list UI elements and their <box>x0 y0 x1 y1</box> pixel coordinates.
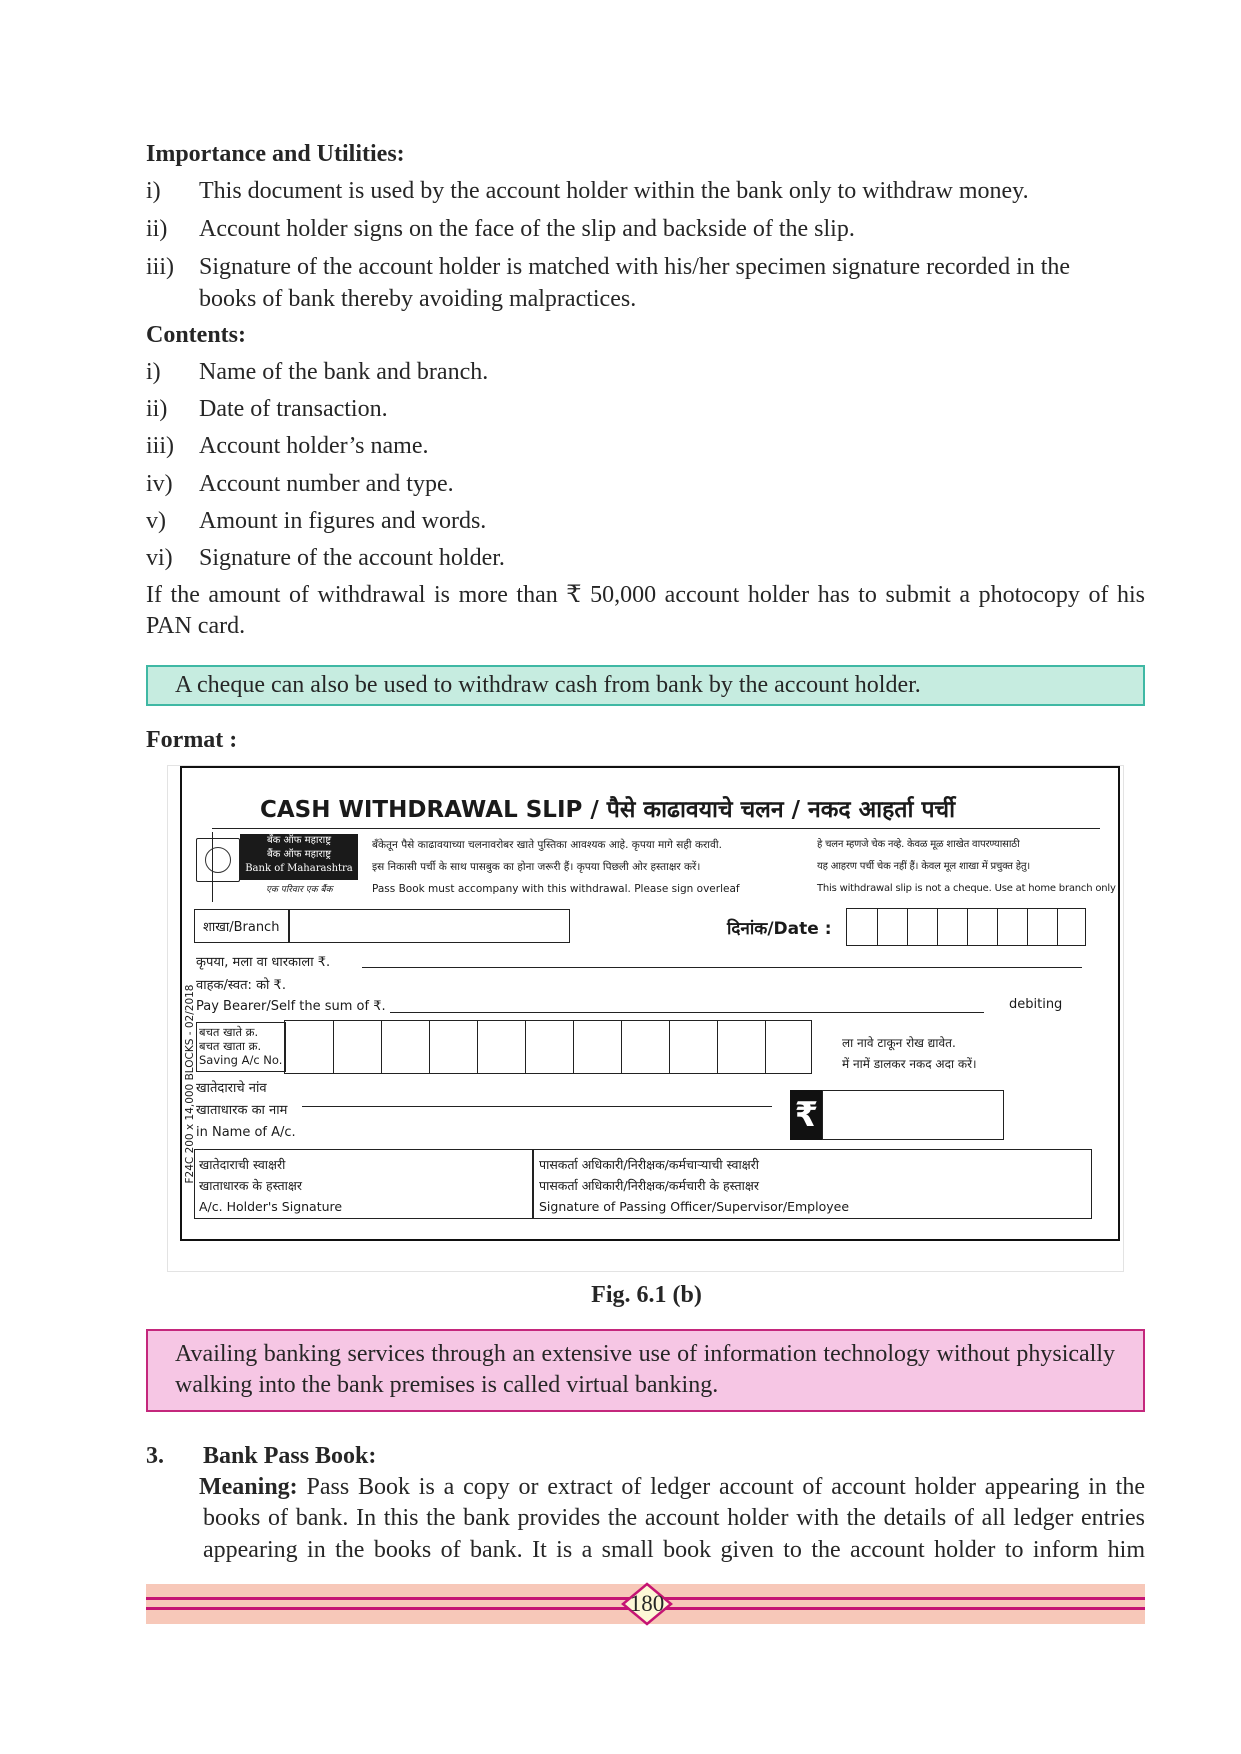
debit-mr: ला नावे टाकून रोख द्यावेत. <box>842 1036 956 1050</box>
sig-en: A/c. Holder's Signature <box>199 1199 343 1214</box>
list-number: iii) <box>146 433 174 459</box>
list-item: Signature of the account holder. <box>199 545 505 571</box>
list-number: ii) <box>146 216 168 242</box>
notice-en-1: Pass Book must accompany with this withdrawal. Please sign overleaf <box>372 883 740 895</box>
list-item: Signature of the account holder is matched with his/her specimen signature recorded in the <box>199 254 1071 280</box>
pan-note-line2: PAN card. <box>146 613 246 639</box>
pass-en: Signature of Passing Officer/Supervisor/Employee <box>539 1199 850 1214</box>
list-item: Date of transaction. <box>199 396 388 422</box>
saving-label-box <box>196 1022 286 1072</box>
list-number: iii) <box>146 254 174 280</box>
branch-label: शाखा/Branch <box>203 920 280 935</box>
account-number-boxes[interactable] <box>284 1020 812 1074</box>
passbook-line3: appearing in the books of bank. It is a small book given to the account holder to inform him <box>203 1537 1145 1563</box>
pass-mr: पासकर्ता अधिकारी/निरीक्षक/कर्मचाऱ्याची स्वाक्षरी <box>539 1157 760 1172</box>
passbook-heading: Bank Pass Book: <box>203 1443 377 1469</box>
list-number: vi) <box>146 545 173 571</box>
slip-title: CASH WITHDRAWAL SLIP / पैसे काढावयाचे चलन / नकद आहर्ता पर्ची <box>260 797 956 823</box>
amount-figure-box[interactable] <box>822 1090 1004 1140</box>
saving-en: Saving A/c No. <box>199 1053 283 1067</box>
notice-mr-1: बँकेतून पैसे काढावयाच्या चलनावरोबर खाते पुस्तिका आवश्यक आहे. कृपया मागे सही करावी. <box>372 839 722 851</box>
cheque-info-box <box>146 665 1145 706</box>
contents-heading: Contents: <box>146 322 246 348</box>
sig-mr: खातेदाराची स्वाक्षरी <box>199 1157 286 1172</box>
branch-input[interactable] <box>288 909 570 943</box>
holder-signature-box[interactable] <box>194 1149 534 1219</box>
notice-mr-2: हे चलन म्हणजे चेक नव्हे. केवळ मूळ शाखेत वापरण्यासाठी <box>817 839 1020 850</box>
list-item: Name of the bank and branch. <box>199 359 489 385</box>
pan-note-line1: If the amount of withdrawal is more than ₹ 50,000 account holder has to submit a photocopy of his <box>146 582 1145 608</box>
name-labels <box>196 1078 296 1144</box>
saving-hi: बचत खाता क्र. <box>199 1039 262 1053</box>
name-hi: खाताधारक का नाम <box>196 1103 288 1118</box>
list-item-continuation: books of bank thereby avoiding malpractices. <box>199 286 637 312</box>
notice-en-2: This withdrawal slip is not a cheque. Use at home branch only <box>817 883 1116 894</box>
list-number: i) <box>146 178 161 204</box>
importance-heading: Importance and Utilities: <box>146 141 405 167</box>
sig-hi: खाताधारक के हस्ताक्षर <box>199 1178 302 1193</box>
figure-caption: Fig. 6.1 (b) <box>591 1282 702 1308</box>
pass-hi: पासकर्ता अधिकारी/निरीक्षक/कर्मचारी के हस्ताक्षर <box>539 1178 759 1193</box>
list-item: Account holder signs on the face of the slip and backside of the slip. <box>199 216 855 242</box>
virtual-banking-box <box>146 1329 1145 1412</box>
bank-name-en: Bank of Maharashtra <box>245 863 353 874</box>
rupee-icon: ₹ <box>790 1090 823 1140</box>
list-item: Account number and type. <box>199 471 454 497</box>
virtual-line2: walking into the bank premises is called virtual banking. <box>175 1372 719 1398</box>
pay-line-1 <box>362 967 1082 968</box>
format-label: Format : <box>146 727 238 753</box>
meaning-label: Meaning: <box>199 1474 298 1500</box>
saving-mr: बचत खाते क्र. <box>199 1025 259 1039</box>
passbook-meaning-line1 <box>199 1472 1145 1503</box>
passbook-line2: books of bank. In this the bank provides the account holder with the details of all ledger entries <box>203 1505 1145 1531</box>
debit-hi: में नामें डालकर नकद अदा करें। <box>842 1057 977 1071</box>
notice-block-1 <box>372 834 740 900</box>
pay-mr: कृपया, मला वा धारकाला ₹. <box>196 955 331 970</box>
officer-signature-box[interactable] <box>532 1149 1092 1219</box>
cheque-info-text: A cheque can also be used to withdraw cash from bank by the account holder. <box>175 672 921 698</box>
list-number: ii) <box>146 396 168 422</box>
notice-block-2 <box>817 834 1116 900</box>
slip-side-code: F24C 200 x 14,000 BLOCKS - 02/2018 <box>184 984 196 1184</box>
pay-en: Pay Bearer/Self the sum of ₹. <box>196 999 386 1014</box>
list-item: Amount in figures and words. <box>199 508 487 534</box>
notice-hi-1: इस निकासी पर्ची के साथ पासबुक का होना जरूरी हैं। कृपया पिछली ओर हस्ताक्षर करें। <box>372 861 701 873</box>
list-number: v) <box>146 508 166 534</box>
date-input-boxes[interactable] <box>846 908 1086 946</box>
debit-text <box>842 1033 977 1075</box>
pay-amount-line[interactable] <box>390 1012 984 1013</box>
name-input-line[interactable] <box>302 1106 772 1107</box>
virtual-line1: Availing banking services through an extensive use of information technology without physically <box>175 1341 1115 1367</box>
notice-hi-2: यह आहरण पर्ची चेक नहीं हैं। केवल मूल शाखा में प्रचुक्त हेतु। <box>817 861 1030 872</box>
meaning-text: Pass Book is a copy or extract of ledger account of account holder appearing in the <box>306 1474 1145 1500</box>
bank-name-block <box>240 834 358 880</box>
date-label: दिनांक/Date : <box>727 919 832 939</box>
bank-tagline: एक परिवार एक बैंक <box>266 885 333 895</box>
bank-name-hi: बैंक ऑफ महाराष्ट्र <box>266 849 332 860</box>
name-en: in Name of A/c. <box>196 1125 296 1140</box>
bank-logo-icon <box>196 838 240 882</box>
list-number: iv) <box>146 471 173 497</box>
section-number: 3. <box>146 1443 164 1469</box>
list-item: This document is used by the account holder within the bank only to withdraw money. <box>199 178 1029 204</box>
list-number: i) <box>146 359 161 385</box>
name-mr: खातेदाराचे नांव <box>196 1081 267 1096</box>
cash-withdrawal-slip <box>180 766 1120 1241</box>
pay-hi: वाहक/स्वत: को ₹. <box>196 978 286 993</box>
page-number: 180 <box>629 1591 665 1616</box>
list-item: Account holder’s name. <box>199 433 429 459</box>
debiting-label: debiting <box>1009 997 1063 1012</box>
title-underline <box>212 828 1100 829</box>
branch-label-box <box>194 909 290 943</box>
bank-name-mr: बँक ऑफ महाराष्ट्र <box>266 835 332 846</box>
